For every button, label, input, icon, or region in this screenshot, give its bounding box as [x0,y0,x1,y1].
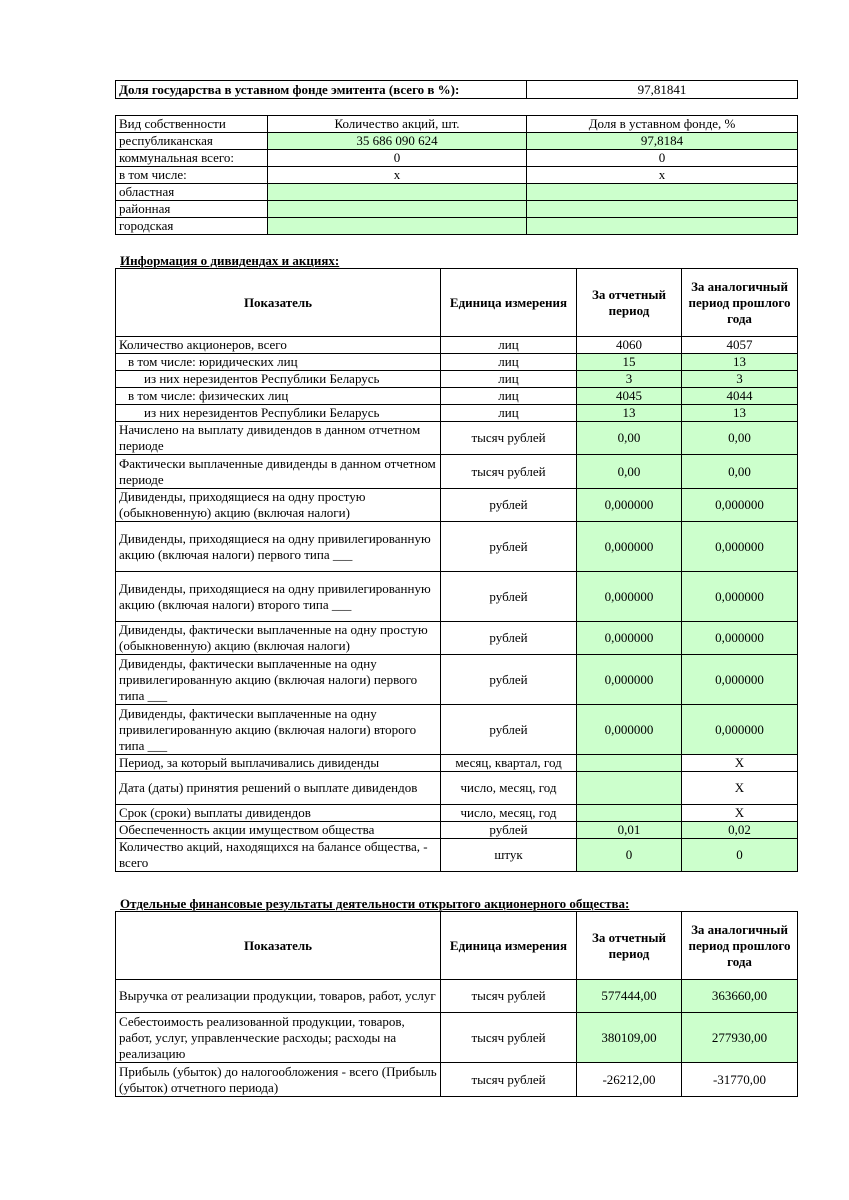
table-row [116,150,798,167]
table-row [116,755,798,772]
ownership-shares: x [268,167,527,184]
indicator: Обеспеченность акции имуществом общества [116,822,441,839]
current-value: 0,01 [577,822,682,839]
indicator: Срок (сроки) выплаты дивидендов [116,805,441,822]
indicator: из них нерезидентов Республики Беларусь [116,405,441,422]
indicator: Дивиденды, фактически выплаченные на одну простую (обыкновенную) акцию (включая налоги) [116,622,441,655]
table-row [116,622,798,655]
indicator: Дивиденды, приходящиеся на одну простую (обыкновенную) акцию (включая налоги) [116,489,441,522]
unit: рублей [441,522,577,572]
unit: рублей [441,822,577,839]
ownership-shares [268,218,527,235]
ownership-type: в том числе: [116,167,268,184]
previous-value: 0,000000 [682,522,798,572]
table-row [116,422,798,455]
unit: тысяч рублей [441,1013,577,1063]
current-value: 577444,00 [577,980,682,1013]
table-row [116,371,798,388]
table-row [116,522,798,572]
previous-value: -31770,00 [682,1063,798,1097]
table-row [116,822,798,839]
ownership-type: районная [116,201,268,218]
previous-value: 0,000000 [682,622,798,655]
previous-value: 0,00 [682,422,798,455]
current-value: 0,000000 [577,522,682,572]
column-header: Показатель [116,912,441,980]
ownership-percent: 0 [527,150,798,167]
current-value: 15 [577,354,682,371]
current-value: 0,000000 [577,705,682,755]
ownership-shares: 0 [268,150,527,167]
current-value: 3 [577,371,682,388]
unit: лиц [441,354,577,371]
previous-value: 277930,00 [682,1013,798,1063]
previous-value: 0 [682,839,798,872]
table-row [116,167,798,184]
indicator: Период, за который выплачивались дивиденды [116,755,441,772]
unit: рублей [441,622,577,655]
state-share-label: Доля государства в уставном фонде эмитента (всего в %): [116,81,527,99]
current-value: 0,00 [577,422,682,455]
indicator: Дивиденды, фактически выплаченные на одну привилегированную акцию (включая налоги) второго типа ___ [116,705,441,755]
ownership-percent [527,218,798,235]
ownership-percent [527,184,798,201]
column-header: За аналогичный период прошлого года [682,269,798,337]
indicator: Фактически выплаченные дивиденды в данном отчетном периоде [116,455,441,489]
table-row [116,805,798,822]
current-value: 0,000000 [577,572,682,622]
indicator: Прибыль (убыток) до налогообложения - всего (Прибыль (убыток) отчетного периода) [116,1063,441,1097]
ownership-header-row [116,116,798,133]
current-value: -26212,00 [577,1063,682,1097]
unit: тысяч рублей [441,1063,577,1097]
previous-value: X [682,755,798,772]
table-row [116,184,798,201]
unit: лиц [441,371,577,388]
unit: рублей [441,705,577,755]
table-row [116,388,798,405]
ownership-header: Вид собственности [116,116,268,133]
indicator: Дивиденды, приходящиеся на одну привилегированную акцию (включая налоги) первого типа ___ [116,522,441,572]
dividends-table [115,268,798,872]
table-row [116,218,798,235]
previous-value: X [682,772,798,805]
state-share-value: 97,81841 [527,81,798,99]
column-header: За отчетный период [577,269,682,337]
unit: рублей [441,655,577,705]
current-value: 0,000000 [577,655,682,705]
financial-header-row [116,912,798,980]
column-header: Единица измерения [441,269,577,337]
dividends-header-row [116,269,798,337]
table-row [116,705,798,755]
unit: число, месяц, год [441,805,577,822]
current-value: 4060 [577,337,682,354]
unit: штук [441,839,577,872]
previous-value: 0,000000 [682,655,798,705]
unit: тысяч рублей [441,980,577,1013]
table-row [116,980,798,1013]
current-value: 13 [577,405,682,422]
previous-value: 0,02 [682,822,798,839]
previous-value: 3 [682,371,798,388]
previous-value: 4057 [682,337,798,354]
ownership-type: городская [116,218,268,235]
unit: лиц [441,337,577,354]
ownership-type: республиканская [116,133,268,150]
previous-value: X [682,805,798,822]
ownership-shares [268,201,527,218]
ownership-shares [268,184,527,201]
current-value: 0 [577,839,682,872]
previous-value: 13 [682,405,798,422]
current-value [577,805,682,822]
indicator: в том числе: юридических лиц [116,354,441,371]
column-header: За аналогичный период прошлого года [682,912,798,980]
ownership-header: Доля в уставном фонде, % [527,116,798,133]
indicator: Дивиденды, фактически выплаченные на одну привилегированную акцию (включая налоги) первого типа ___ [116,655,441,705]
indicator: Себестоимость реализованной продукции, товаров, работ, услуг, управленческие расходы; расходы на реализацию [116,1013,441,1063]
ownership-percent: x [527,167,798,184]
unit: число, месяц, год [441,772,577,805]
table-row [116,489,798,522]
table-row [116,839,798,872]
previous-value: 4044 [682,388,798,405]
previous-value: 0,000000 [682,572,798,622]
ownership-percent: 97,8184 [527,133,798,150]
table-row [116,772,798,805]
ownership-type: коммунальная всего: [116,150,268,167]
indicator: Выручка от реализации продукции, товаров, работ, услуг [116,980,441,1013]
indicator: Количество акционеров, всего [116,337,441,354]
unit: тысяч рублей [441,422,577,455]
current-value: 0,00 [577,455,682,489]
table-row [116,201,798,218]
table-row [116,405,798,422]
current-value: 0,000000 [577,622,682,655]
current-value [577,755,682,772]
current-value: 380109,00 [577,1013,682,1063]
unit: рублей [441,572,577,622]
unit: рублей [441,489,577,522]
financial-title: Отдельные финансовые результаты деятельности открытого акционерного общества: [120,896,630,911]
indicator: Дата (даты) принятия решений о выплате дивидендов [116,772,441,805]
ownership-type: областная [116,184,268,201]
table-row [116,354,798,371]
table-row [116,133,798,150]
previous-value: 0,000000 [682,705,798,755]
current-value [577,772,682,805]
indicator: из них нерезидентов Республики Беларусь [116,371,441,388]
column-header: Единица измерения [441,912,577,980]
table-row [116,655,798,705]
table-row [116,1063,798,1097]
indicator: Начислено на выплату дивидендов в данном отчетном периоде [116,422,441,455]
previous-value: 0,000000 [682,489,798,522]
column-header: Показатель [116,269,441,337]
unit: месяц, квартал, год [441,755,577,772]
ownership-table [115,115,798,235]
unit: лиц [441,388,577,405]
unit: тысяч рублей [441,455,577,489]
financial-table [115,911,798,1097]
table-row [116,455,798,489]
previous-value: 0,00 [682,455,798,489]
unit: лиц [441,405,577,422]
current-value: 4045 [577,388,682,405]
ownership-header: Количество акций, шт. [268,116,527,133]
ownership-shares: 35 686 090 624 [268,133,527,150]
ownership-percent [527,201,798,218]
previous-value: 13 [682,354,798,371]
column-header: За отчетный период [577,912,682,980]
indicator: в том числе: физических лиц [116,388,441,405]
indicator: Количество акций, находящихся на балансе общества, - всего [116,839,441,872]
table-row [116,337,798,354]
dividends-title: Информация о дивидендах и акциях: [120,253,340,268]
table-row [116,572,798,622]
table-row [116,1013,798,1063]
state-share-table [115,80,798,99]
previous-value: 363660,00 [682,980,798,1013]
indicator: Дивиденды, приходящиеся на одну привилегированную акцию (включая налоги) второго типа ___ [116,572,441,622]
current-value: 0,000000 [577,489,682,522]
